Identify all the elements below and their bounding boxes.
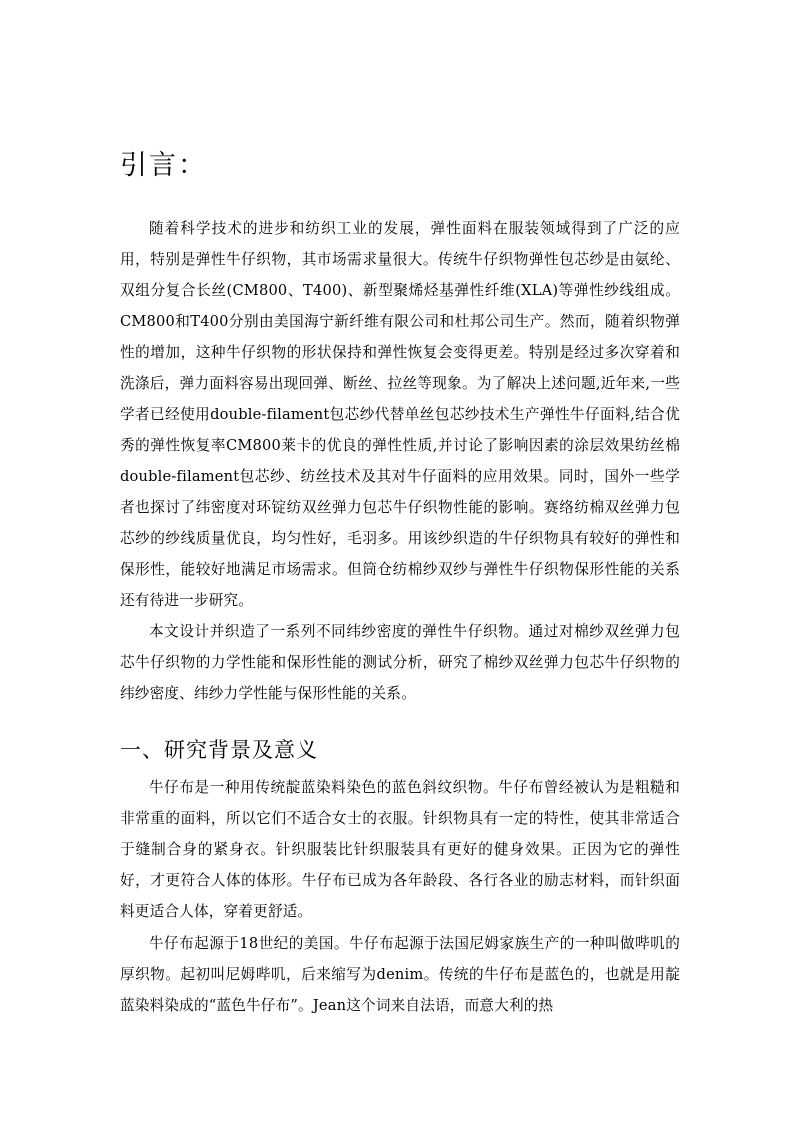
section-paragraph-2: 牛仔布起源于18世纪的美国。牛仔布起源于法国尼姆家族生产的一种叫做哔叽的厚织物。起初叫尼姆哔叽，后来缩写为denim。传统的牛仔布是蓝色的，也就是用靛蓝染料染成的“蓝色牛仔布”。Jean这个词来自法语，而意大利的热 [120,935,680,1014]
page-title: 引言： [120,150,207,181]
intro-paragraph-1: 随着科学技术的进步和纺织工业的发展，弹性面料在服装领域得到了广泛的应用，特别是弹性牛仔织物，其市场需求量很大。传统牛仔织物弹性包芯纱是由氨纶、双组分复合长丝(CM800、T400)、新型聚烯烃基弹性纤维(XLA)等弹性纱线组成。CM800和T400分别由美国海宁新纤维有限公司和杜邦公司生产。然而，随着织物弹性的增加，这种牛仔织物的形状保持和弹性恢复会变得更差。特别是经过多次穿着和洗涤后，弹力面料容易出现回弹、断丝、拉丝等现象。为了解决上述问题,近年来,一些学者已经使用double-filament包芯纱代替单丝包芯纱技术生产弹性牛仔面料,结合优秀的弹性恢复率CM800莱卡的优良的弹性性质,并讨论了影响因素的涂层效果纺丝棉double-filament包芯纱、纺丝技术及其对牛仔面料的应用效果。同时，国外一些学者也探讨了纬密度对环锭纺双丝弹力包芯牛仔织物性能的影响。赛络纺棉双丝弹力包芯纱的纱线质量优良，均匀性好，毛羽多。用该纱织造的牛仔织物具有较好的弹性和保形性，能较好地满足市场需求。但筒仓纺棉纱双纱与弹性牛仔织物保形性能的关系还有待进一步研究。 [120,220,680,609]
section-paragraph-1: 牛仔布是一种用传统靛蓝染料染色的蓝色斜纹织物。牛仔布曾经被认为是粗糙和非常重的面料，所以它们不适合女士的衣服。针织物具有一定的特性，使其非常适合于缝制合身的紧身衣。针织服装比针织服装具有更好的健身效果。正因为它的弹性好，才更符合人体的体形。牛仔布已成为各年龄段、各行各业的励志材料，而针织面料更适合人体，穿着更舒适。 [120,779,680,920]
intro-paragraph-2: 本文设计并织造了一系列不同纬纱密度的弹性牛仔织物。通过对棉纱双丝弹力包芯牛仔织物的力学性能和保形性能的测试分析，研究了棉纱双丝弹力包芯牛仔织物的纬纱密度、纬纱力学性能与保形性能的关系。 [120,623,680,702]
section-heading: 一、研究背景及意义 [120,738,318,762]
